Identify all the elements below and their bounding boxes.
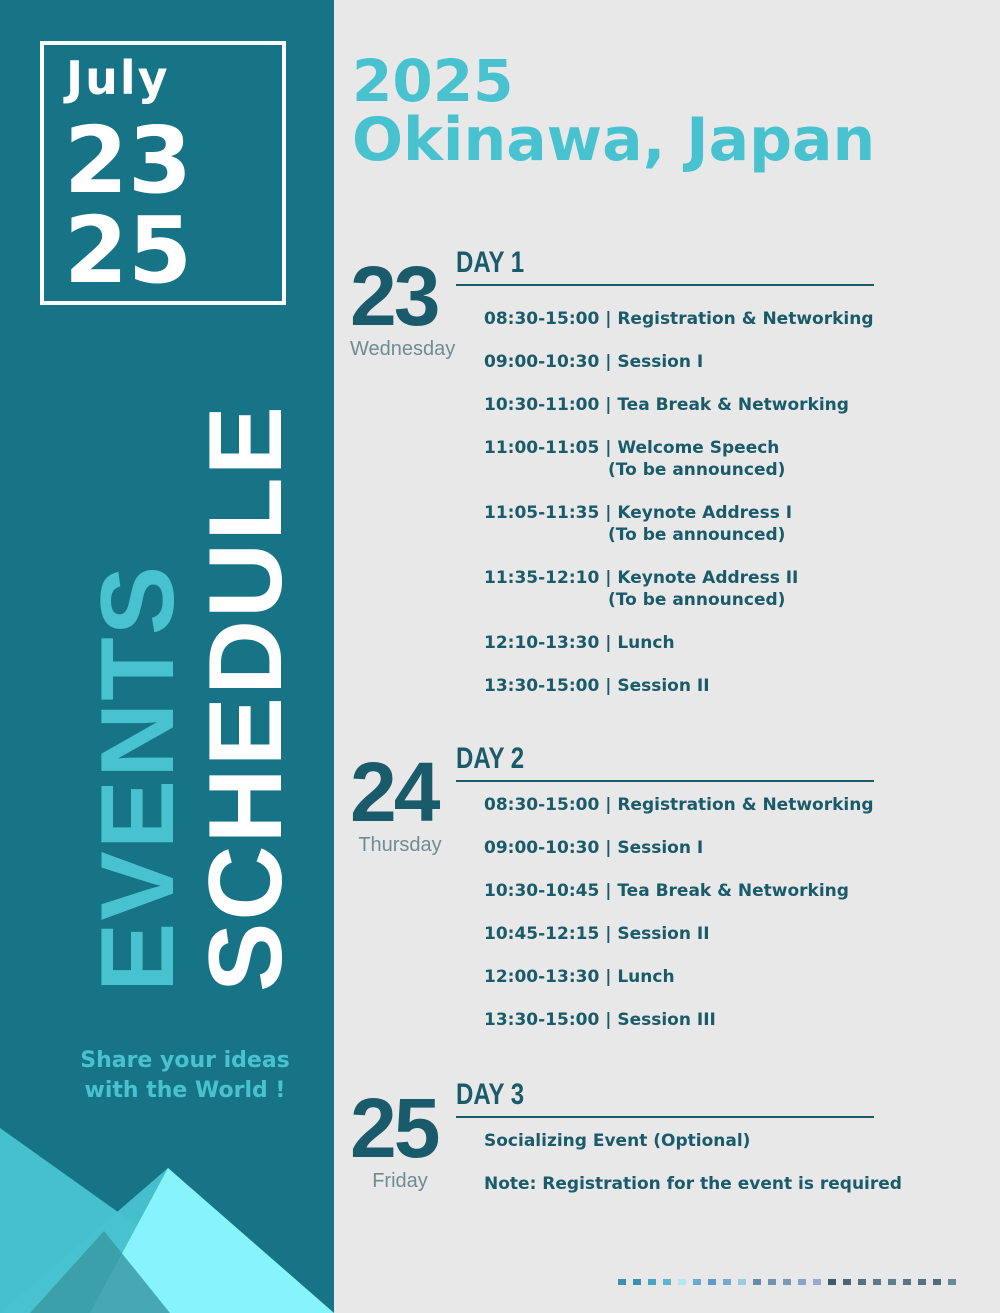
decorative-dot xyxy=(798,1279,806,1285)
agenda-item xyxy=(484,502,904,546)
agenda-item-text: 10:45-12:15 | Session II xyxy=(484,924,710,944)
day-weekday: Wednesday xyxy=(350,338,456,360)
agenda-item-text: 09:00-10:30 | Session I xyxy=(484,838,704,858)
sidebar-panel xyxy=(0,0,334,1313)
decorative-dot xyxy=(768,1279,776,1285)
agenda-item xyxy=(484,880,904,902)
date-day-start: 23 xyxy=(64,107,193,214)
agenda-item-text: 13:30-15:00 | Session III xyxy=(484,1010,716,1030)
decorative-dot xyxy=(753,1279,761,1285)
agenda-item xyxy=(484,966,904,988)
day-1-section xyxy=(350,246,890,724)
decorative-dot xyxy=(723,1279,731,1285)
agenda-item xyxy=(484,1130,904,1152)
decorative-dot xyxy=(828,1279,836,1285)
day-label: DAY 3 xyxy=(456,1078,525,1111)
agenda-item xyxy=(484,923,904,945)
agenda-item-note: (To be announced) xyxy=(608,590,786,610)
title-schedule: SCHEDULE xyxy=(188,403,304,992)
day-2-agenda xyxy=(484,794,904,1052)
decorative-dot xyxy=(858,1279,866,1285)
day-3-section xyxy=(350,1078,902,1216)
day-divider xyxy=(456,780,874,782)
decorative-triangles xyxy=(0,1100,334,1313)
agenda-item-note: (To be announced) xyxy=(608,460,786,480)
decorative-dot xyxy=(813,1279,821,1285)
decorative-dot xyxy=(678,1279,686,1285)
event-location: Okinawa, Japan xyxy=(352,105,876,175)
decorative-dot xyxy=(903,1279,911,1285)
decorative-dot xyxy=(843,1279,851,1285)
agenda-item xyxy=(484,394,904,416)
agenda-item-text: Note: Registration for the event is required xyxy=(484,1174,902,1194)
tagline-line-2: with the World ! xyxy=(84,1078,286,1103)
agenda-item xyxy=(484,351,904,373)
agenda-item-text: 12:00-13:30 | Lunch xyxy=(484,967,675,987)
agenda-item-text: 08:30-15:00 | Registration & Networking xyxy=(484,309,874,329)
agenda-item-note: (To be announced) xyxy=(608,525,786,545)
decorative-dot xyxy=(783,1279,791,1285)
decorative-dot xyxy=(618,1279,626,1285)
decorative-dot xyxy=(888,1279,896,1285)
agenda-item xyxy=(484,632,904,654)
day-weekday: Friday xyxy=(372,1170,428,1192)
decorative-dot xyxy=(708,1279,716,1285)
agenda-item-text: 08:30-15:00 | Registration & Networking xyxy=(484,795,874,815)
decorative-dot xyxy=(918,1279,926,1285)
agenda-item-text: 12:10-13:30 | Lunch xyxy=(484,633,675,653)
decorative-dot xyxy=(648,1279,656,1285)
decorative-dot xyxy=(948,1279,956,1285)
agenda-item-text: 11:35-12:10 | Keynote Address II xyxy=(484,568,799,588)
decorative-dot xyxy=(693,1279,701,1285)
decorative-dot xyxy=(738,1279,746,1285)
day-number: 25 xyxy=(350,1081,438,1175)
agenda-item-text: 11:00-11:05 | Welcome Speech xyxy=(484,438,780,458)
agenda-item xyxy=(484,567,904,611)
date-month: July xyxy=(66,51,170,105)
day-divider xyxy=(456,284,874,286)
decorative-dot xyxy=(873,1279,881,1285)
tagline xyxy=(60,1046,310,1106)
day-number: 24 xyxy=(350,745,438,839)
agenda-item-text: 13:30-15:00 | Session II xyxy=(484,676,710,696)
agenda-item-text: Socializing Event (Optional) xyxy=(484,1131,751,1151)
agenda-item xyxy=(484,675,904,697)
decorative-dot xyxy=(633,1279,641,1285)
title-events: EVENTS xyxy=(80,563,196,992)
agenda-item xyxy=(484,1173,904,1195)
agenda-item-text: 10:30-10:45 | Tea Break & Networking xyxy=(484,881,849,901)
agenda-item xyxy=(484,837,904,859)
agenda-item-text: 10:30-11:00 | Tea Break & Networking xyxy=(484,395,849,415)
day-2-section xyxy=(350,742,890,1050)
agenda-item xyxy=(484,308,904,330)
agenda-item-text: 09:00-10:30 | Session I xyxy=(484,352,704,372)
event-year: 2025 xyxy=(352,47,514,115)
decorative-dot xyxy=(663,1279,671,1285)
day-label: DAY 2 xyxy=(456,742,525,775)
tagline-line-1: Share your ideas xyxy=(80,1048,290,1073)
agenda-item xyxy=(484,437,904,481)
decorative-dot-strip xyxy=(618,1279,956,1285)
day-weekday: Thursday xyxy=(358,834,442,856)
day-label: DAY 1 xyxy=(456,246,525,279)
decorative-dot xyxy=(933,1279,941,1285)
day-1-agenda xyxy=(484,308,904,718)
day-3-agenda xyxy=(484,1130,904,1216)
day-divider xyxy=(456,1116,874,1118)
date-day-end: 25 xyxy=(64,197,193,304)
agenda-item-text: 11:05-11:35 | Keynote Address I xyxy=(484,503,793,523)
agenda-item xyxy=(484,1009,904,1031)
day-number: 23 xyxy=(350,249,438,343)
agenda-item xyxy=(484,794,904,816)
